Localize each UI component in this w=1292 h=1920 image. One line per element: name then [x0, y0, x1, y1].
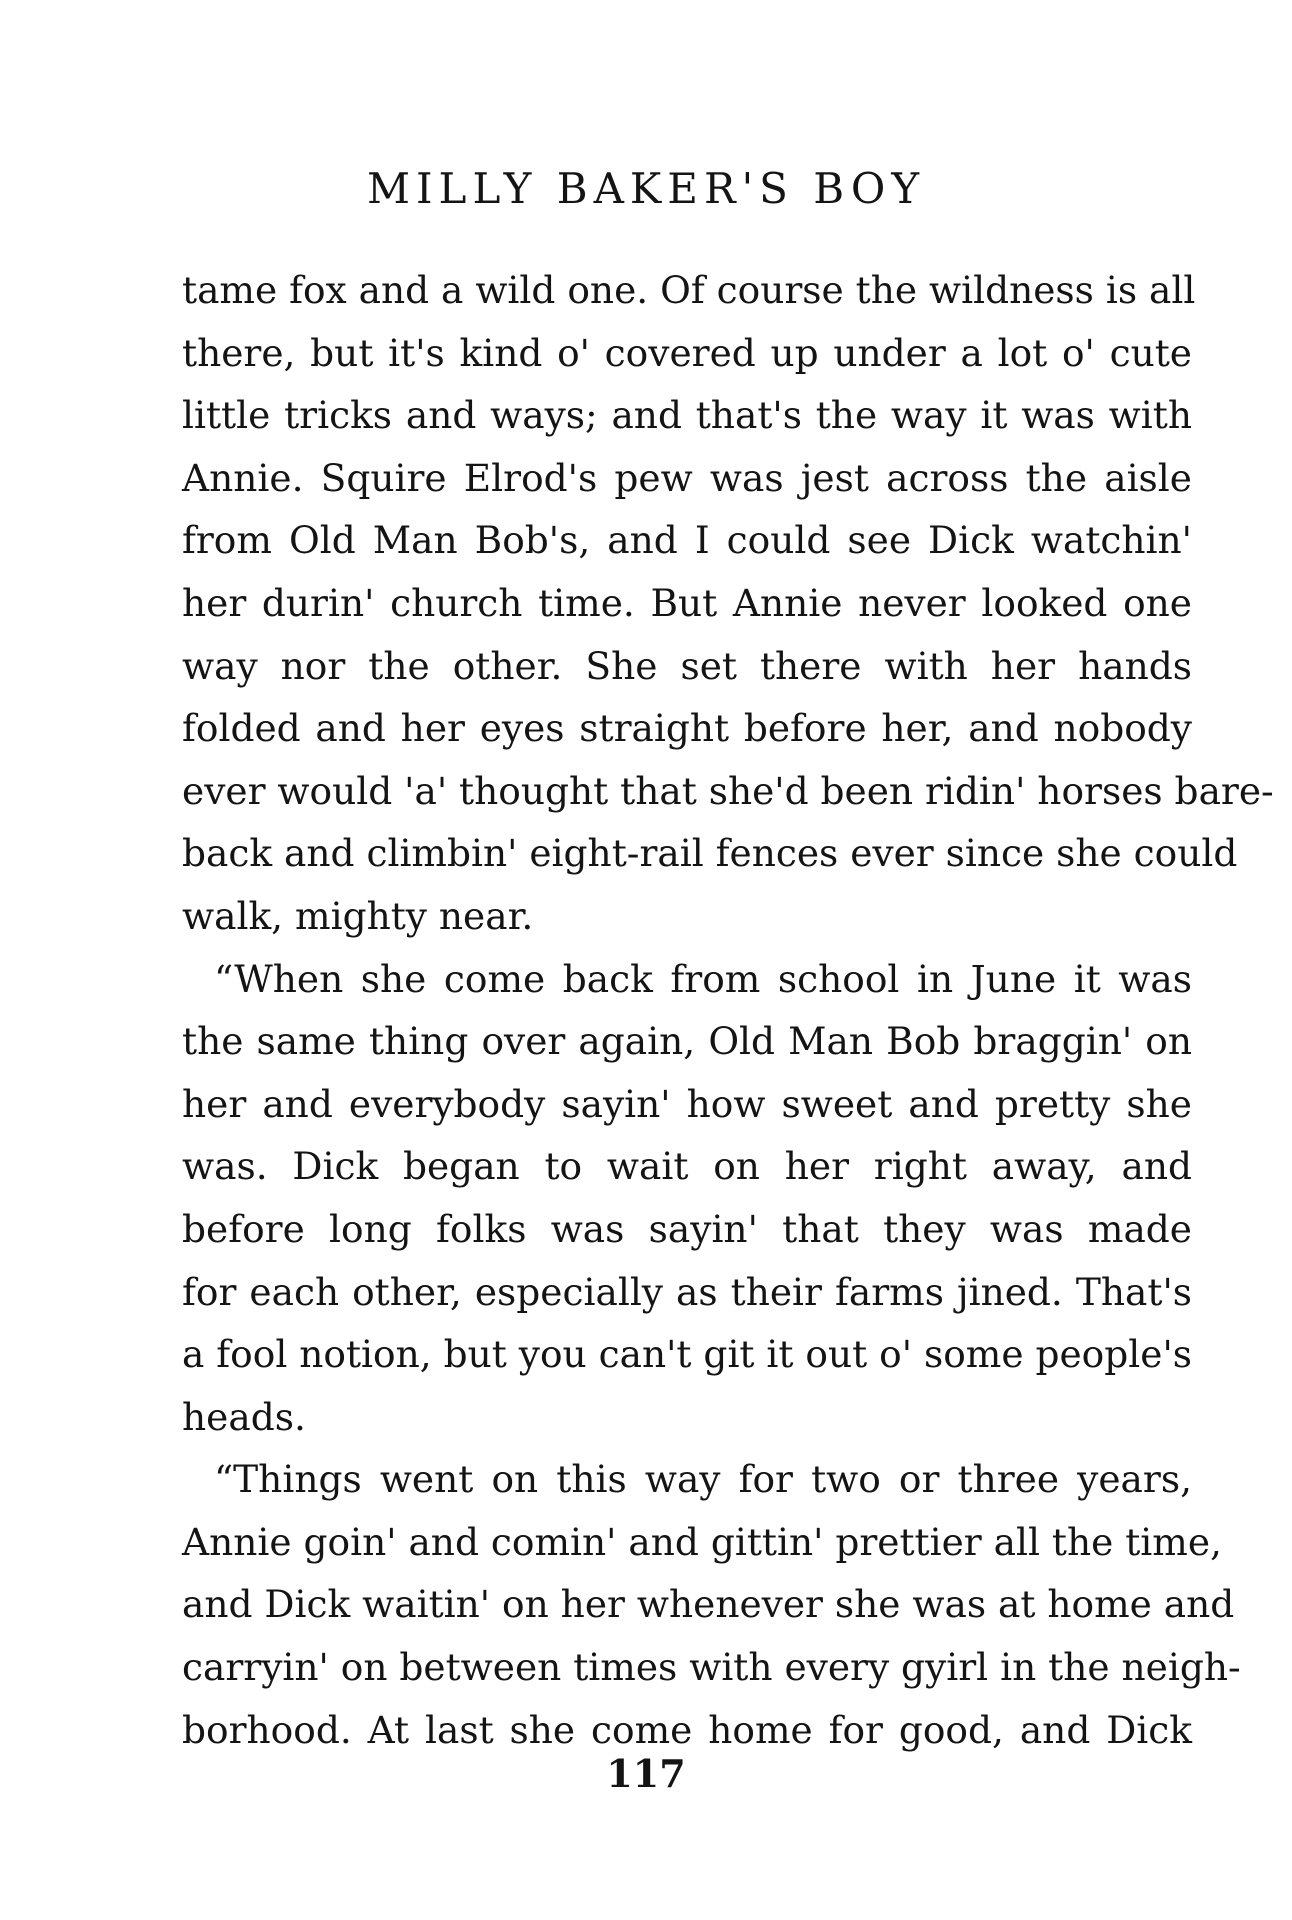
text-line: Annie. Squire Elrod's pew was jest across the aisle [182, 455, 1192, 500]
text-line: and Dick waitin' on her whenever she was at home and [182, 1582, 1235, 1627]
text-line: folded and her eyes straight before her, and nobody [182, 706, 1192, 751]
text-line: ever would 'a' thought that she'd been ridin' horses bare- [182, 768, 1274, 813]
text-line: walk, mighty near. [182, 893, 534, 938]
page-number: 117 [606, 1751, 686, 1796]
text-line: a fool notion, but you can't git it out o' some people's [182, 1332, 1192, 1377]
paragraph-first-line: “Things went on this way for two or three years, [214, 1457, 1192, 1502]
text-line: the same thing over again, Old Man Bob braggin' on [182, 1019, 1192, 1064]
text-line: way nor the other. She set there with her hands [182, 643, 1192, 688]
text-line: back and climbin' eight-rail fences ever since she could [182, 831, 1238, 876]
paragraph-first-line: “When she come back from school in June it was [214, 956, 1192, 1001]
text-line: for each other, especially as their farms jined. That's [182, 1269, 1192, 1314]
text-line: borhood. At last she come home for good, and Dick [182, 1707, 1192, 1752]
text-line: there, but it's kind o' covered up under a lot o' cute [182, 330, 1192, 375]
text-line: little tricks and ways; and that's the way it was with [182, 393, 1192, 438]
text-line: Annie goin' and comin' and gittin' prettier all the time, [182, 1519, 1222, 1564]
text-line: tame fox and a wild one. Of course the wildness is all [182, 268, 1196, 312]
text-line: was. Dick began to wait on her right away, and [182, 1144, 1192, 1189]
text-line: carryin' on between times with every gyirl in the neigh- [182, 1645, 1241, 1690]
body-text [182, 259, 1274, 1761]
text-line: her durin' church time. But Annie never looked one [182, 580, 1192, 625]
text-line: from Old Man Bob's, and I could see Dick watchin' [182, 518, 1192, 563]
running-head: MILLY BAKER'S BOY [366, 164, 926, 213]
text-line: heads. [182, 1394, 306, 1439]
text-line: her and everybody sayin' how sweet and pretty she [182, 1081, 1192, 1126]
text-line: before long folks was sayin' that they was made [182, 1206, 1192, 1251]
